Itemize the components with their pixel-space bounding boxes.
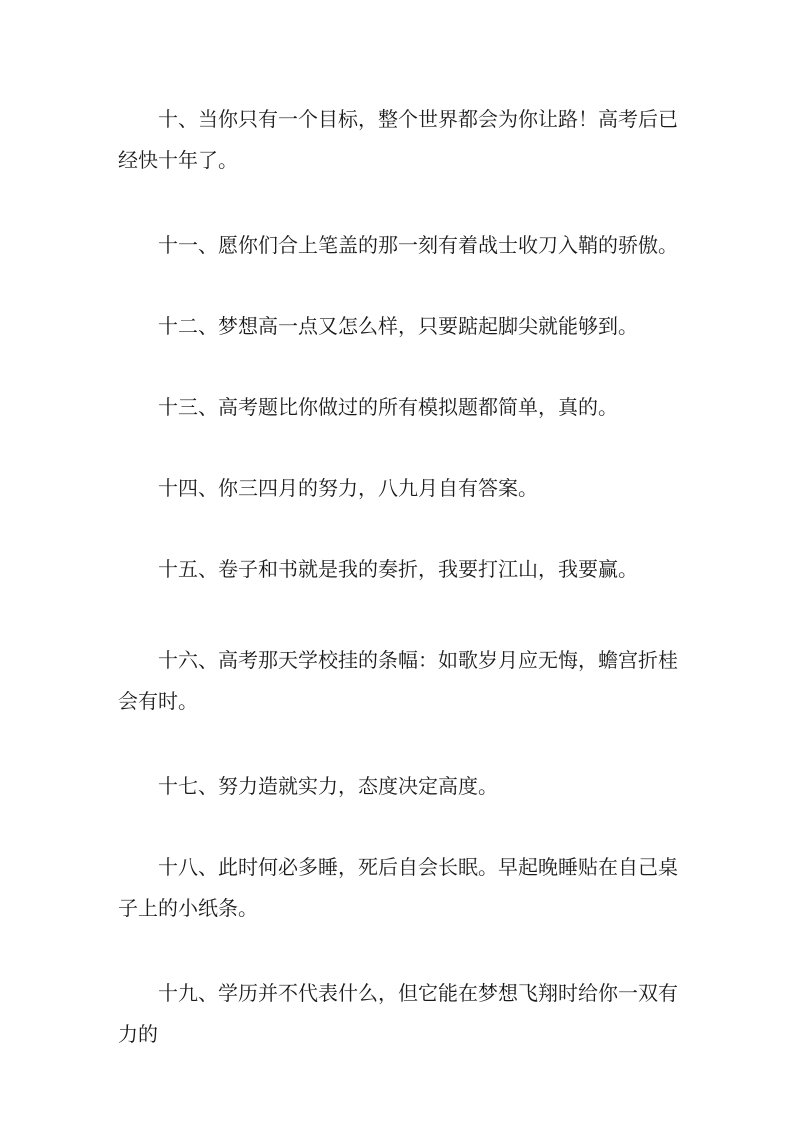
paragraph-16: 十六、高考那天学校挂的条幅：如歌岁月应无悔，蟾宫折桂会有时。 <box>118 648 678 713</box>
paragraph-11: 十一、愿你们合上笔盖的那一刻有着战士收刀入鞘的骄傲。 <box>158 233 678 257</box>
paragraph-10: 十、当你只有一个目标，整个世界都会为你让路！高考后已经快十年了。 <box>118 107 678 172</box>
paragraph-14: 十四、你三四月的努力，八九月自有答案。 <box>158 476 538 500</box>
paragraph-18: 十八、此时何必多睡，死后自会长眠。早起晚睡贴在自己桌子上的小纸条。 <box>118 855 678 920</box>
paragraph-19: 十九、学历并不代表什么，但它能在梦想飞翔时给你一双有力的 <box>118 981 678 1046</box>
paragraph-15: 十五、卷子和书就是我的奏折，我要打江山，我要赢。 <box>158 557 638 581</box>
paragraph-13: 十三、高考题比你做过的所有模拟题都简单，真的。 <box>158 395 618 419</box>
paragraph-17: 十七、努力造就实力，态度决定高度。 <box>158 774 498 798</box>
paragraph-12: 十二、梦想高一点又怎么样，只要踮起脚尖就能够到。 <box>158 314 638 338</box>
